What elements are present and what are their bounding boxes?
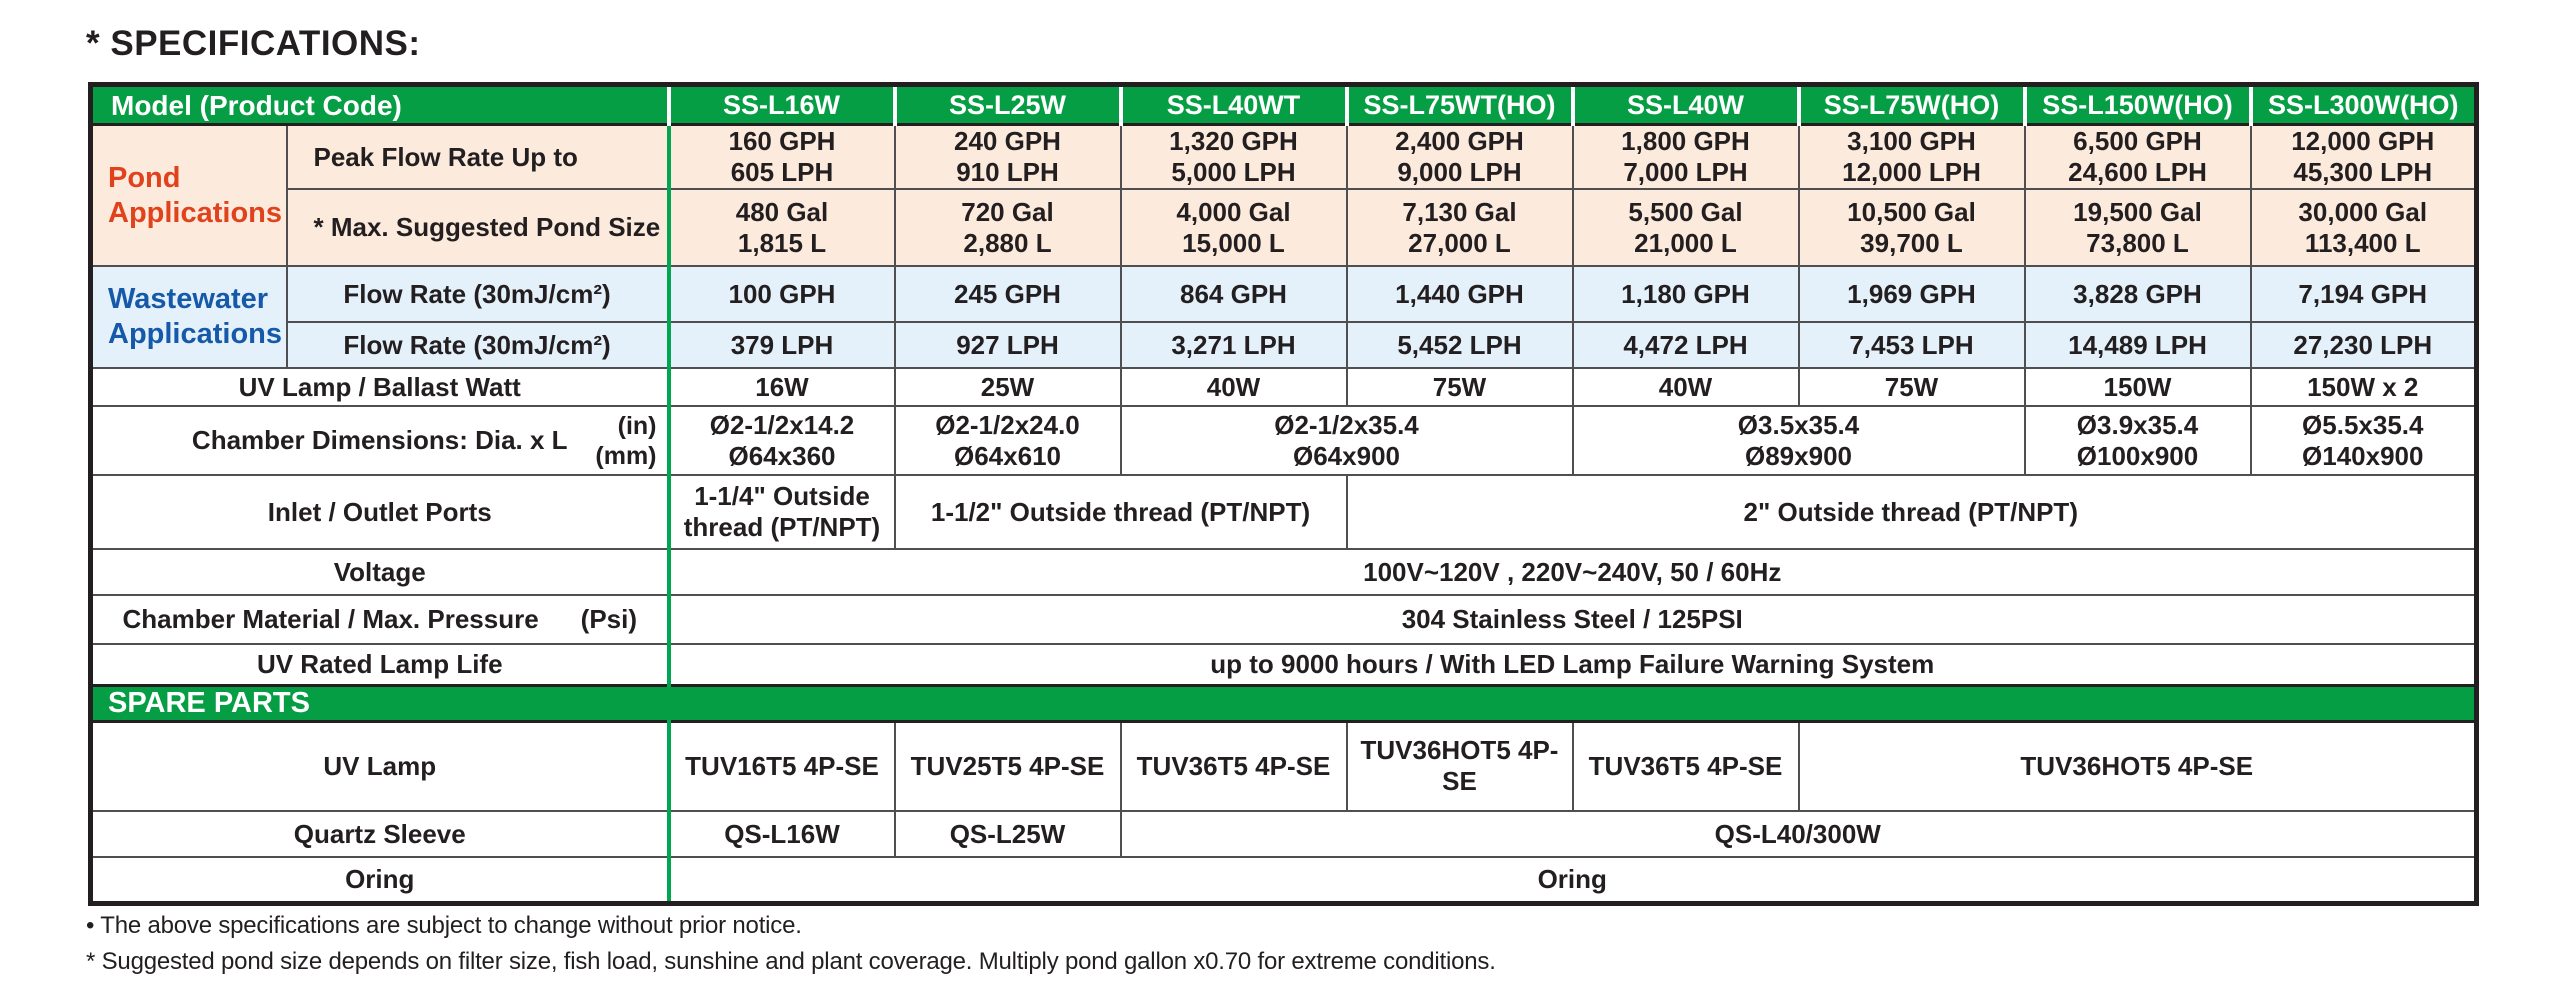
cell: 927 LPH (895, 322, 1121, 368)
ports-row (91, 475, 2477, 549)
cell: QS-L16W (669, 811, 895, 857)
cell: Ø2-1/2x35.4 Ø64x900 (1121, 406, 1573, 475)
cell: 16W (669, 368, 895, 406)
footnote-line: * Suggested pond size depends on filter size, fish load, sunshine and plant coverage. Multiply pond gallon x0.70 for extreme conditions. (86, 948, 1496, 975)
cell: Ø2-1/2x24.0 Ø64x610 (895, 406, 1121, 475)
flow-rate-lph-label: Flow Rate (30mJ/cm²) (287, 322, 669, 368)
wastewater-lph-row (91, 322, 2477, 368)
oring-label: Oring (91, 857, 669, 903)
cell: 12,000 GPH 45,300 LPH (2251, 125, 2477, 190)
pond-size-row (91, 189, 2477, 266)
cell: 379 LPH (669, 322, 895, 368)
cell: QS-L40/300W (1121, 811, 2477, 857)
header-row (91, 85, 2477, 125)
cell: 240 GPH 910 LPH (895, 125, 1121, 190)
cell: 1-1/4" Outside thread (PT/NPT) (669, 475, 895, 549)
spare-parts-band-row (91, 685, 2477, 721)
cell: TUV36HOT5 4P-SE (1347, 721, 1573, 811)
cell: 1,320 GPH 5,000 LPH (1121, 125, 1347, 190)
cell: 1-1/2" Outside thread (PT/NPT) (895, 475, 1347, 549)
cell: 100V~120V , 220V~240V, 50 / 60Hz (669, 549, 2477, 595)
model-column-header: SS-L40W (1573, 85, 1799, 125)
cell: QS-L25W (895, 811, 1121, 857)
lamp-watt-row (91, 368, 2477, 406)
cell: 1,969 GPH (1799, 266, 2025, 322)
cell: Ø5.5x35.4 Ø140x900 (2251, 406, 2477, 475)
cell: 14,489 LPH (2025, 322, 2251, 368)
quartz-sleeve-row (91, 811, 2477, 857)
cell: 720 Gal 2,880 L (895, 189, 1121, 266)
cell: 304 Stainless Steel / 125PSI (669, 595, 2477, 644)
pond-peak-flow-row (91, 125, 2477, 190)
cell: 100 GPH (669, 266, 895, 322)
cell: Ø2-1/2x14.2 Ø64x360 (669, 406, 895, 475)
cell: 5,452 LPH (1347, 322, 1573, 368)
cell: 3,271 LPH (1121, 322, 1347, 368)
cell: 10,500 Gal 39,700 L (1799, 189, 2025, 266)
cell: 4,472 LPH (1573, 322, 1799, 368)
cell: 7,194 GPH (2251, 266, 2477, 322)
model-header-cell: Model (Product Code) (91, 85, 669, 125)
cell: 1,800 GPH 7,000 LPH (1573, 125, 1799, 190)
wastewater-gph-row (91, 266, 2477, 322)
cell: 30,000 Gal 113,400 L (2251, 189, 2477, 266)
cell: Ø3.5x35.4 Ø89x900 (1573, 406, 2025, 475)
lamp-watt-label: UV Lamp / Ballast Watt (91, 368, 669, 406)
cell: 40W (1573, 368, 1799, 406)
chamber-material-label: Chamber Material / Max. Pressure (Psi) (91, 595, 669, 644)
cell: 7,453 LPH (1799, 322, 2025, 368)
cell: 1,180 GPH (1573, 266, 1799, 322)
flow-rate-gph-label: Flow Rate (30mJ/cm²) (287, 266, 669, 322)
model-column-header: SS-L40WT (1121, 85, 1347, 125)
wastewater-group-label: Wastewater Applications (91, 266, 287, 368)
cell: 4,000 Gal 15,000 L (1121, 189, 1347, 266)
model-column-header: SS-L150W(HO) (2025, 85, 2251, 125)
chamber-material-row (91, 595, 2477, 644)
cell: 75W (1347, 368, 1573, 406)
cell: 3,828 GPH (2025, 266, 2251, 322)
specifications-table (88, 82, 2479, 906)
cell: 19,500 Gal 73,800 L (2025, 189, 2251, 266)
peak-flow-label: Peak Flow Rate Up to (287, 125, 669, 190)
cell: up to 9000 hours / With LED Lamp Failure Warning System (669, 644, 2477, 685)
cell: 27,230 LPH (2251, 322, 2477, 368)
ports-label: Inlet / Outlet Ports (91, 475, 669, 549)
cell: 150W x 2 (2251, 368, 2477, 406)
model-column-header: SS-L300W(HO) (2251, 85, 2477, 125)
oring-row (91, 857, 2477, 903)
cell: 7,130 Gal 27,000 L (1347, 189, 1573, 266)
spare-parts-band: SPARE PARTS (91, 685, 2477, 721)
cell: 160 GPH 605 LPH (669, 125, 895, 190)
model-column-header: SS-L75WT(HO) (1347, 85, 1573, 125)
footnotes (86, 908, 1496, 980)
cell: 3,100 GPH 12,000 LPH (1799, 125, 2025, 190)
cell: TUV36T5 4P-SE (1121, 721, 1347, 811)
cell: 864 GPH (1121, 266, 1347, 322)
cell: Ø3.9x35.4 Ø100x900 (2025, 406, 2251, 475)
uv-lamp-row (91, 721, 2477, 811)
page-title: * SPECIFICATIONS: (86, 24, 421, 63)
chamber-dimensions-label: Chamber Dimensions: Dia. x L (in) (mm) (91, 406, 669, 475)
cell: 150W (2025, 368, 2251, 406)
cell: 25W (895, 368, 1121, 406)
footnote-line: • The above specifications are subject to change without prior notice. (86, 912, 802, 939)
voltage-label: Voltage (91, 549, 669, 595)
cell: 40W (1121, 368, 1347, 406)
lamp-life-label: UV Rated Lamp Life (91, 644, 669, 685)
model-column-header: SS-L16W (669, 85, 895, 125)
model-column-header: SS-L25W (895, 85, 1121, 125)
cell: Oring (669, 857, 2477, 903)
chamber-dimensions-row (91, 406, 2477, 475)
cell: 1,440 GPH (1347, 266, 1573, 322)
cell: TUV16T5 4P-SE (669, 721, 895, 811)
voltage-row (91, 549, 2477, 595)
cell: 2" Outside thread (PT/NPT) (1347, 475, 2477, 549)
cell: 75W (1799, 368, 2025, 406)
cell: TUV36HOT5 4P-SE (1799, 721, 2477, 811)
cell: TUV25T5 4P-SE (895, 721, 1121, 811)
pond-group-label: Pond Applications (91, 125, 287, 267)
pond-size-label: * Max. Suggested Pond Size (287, 189, 669, 266)
cell: 2,400 GPH 9,000 LPH (1347, 125, 1573, 190)
cell: 6,500 GPH 24,600 LPH (2025, 125, 2251, 190)
cell: 245 GPH (895, 266, 1121, 322)
uv-lamp-label: UV Lamp (91, 721, 669, 811)
chamber-units: (in) (mm) (595, 411, 657, 470)
cell: TUV36T5 4P-SE (1573, 721, 1799, 811)
quartz-sleeve-label: Quartz Sleeve (91, 811, 669, 857)
model-column-header: SS-L75W(HO) (1799, 85, 2025, 125)
cell: 480 Gal 1,815 L (669, 189, 895, 266)
cell: 5,500 Gal 21,000 L (1573, 189, 1799, 266)
lamp-life-row (91, 644, 2477, 685)
